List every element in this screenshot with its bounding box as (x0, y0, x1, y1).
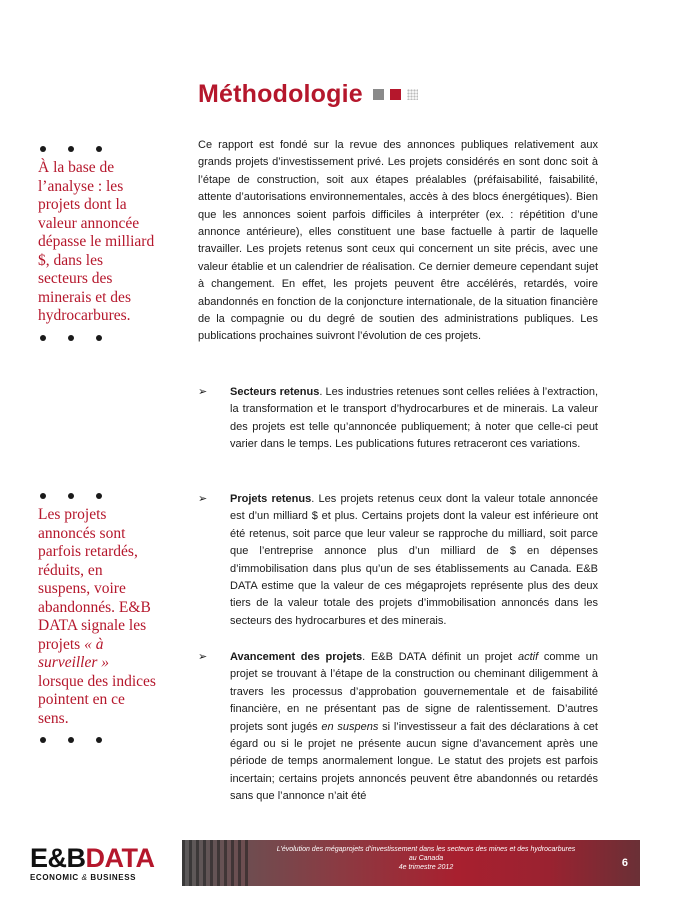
bullet-avancement-projets (198, 649, 598, 806)
dotted-square-icon (407, 89, 418, 100)
arrow-bullet-icon: ➢ (198, 386, 208, 398)
bullet-dot-icon (40, 493, 46, 499)
sidebar-callout-1 (38, 143, 156, 344)
page-number: 6 (621, 857, 628, 869)
eb-data-logo: E&BDATA ECONOMIC & BUSINESS (30, 843, 155, 882)
bullet-secteurs-retenus (198, 384, 598, 454)
footer-banner (182, 840, 640, 886)
callout-emphasis: « à surveiller » (38, 635, 110, 671)
bullet-dot-icon (68, 737, 74, 743)
dots-divider-top (38, 143, 156, 155)
red-square-icon (390, 89, 401, 100)
bullet-dot-icon (40, 335, 46, 341)
arrow-bullet-icon: ➢ (198, 493, 208, 505)
intro-paragraph: Ce rapport est fondé sur la revue des annonces publiques relativement aux grands projets d’investissement privé. Les projets considérés en sont donc soit à l’étape de construction, soit aux étapes préalables (préfaisabilité, faisabilité, attente d’autorisations environnementales, accès à des blocs énergétiques). Bien que les annonces soient parfois difficiles à interpréter (ex. : répétition d’une annonce antérieure), elles constituent une base factuelle à partir de laquelle travailler. Les projets retenus sont ceux qui concernent un site précis, avec une valeur établie et un calendrier de réalisation. Ce dernier demeure cependant sujet à changement. En effet, les projets peuvent être accélérés, retardés, voire abandonnés en fonction de la conjoncture internationale, de la situation financière de la compagnie ou du degré de soutien des administrations publiques. Les publications prochaines suivront l’évolution de ces projets. (198, 139, 598, 343)
bullet-dot-icon (68, 146, 74, 152)
bullet-text: Avancement des projets. E&B DATA définit un projet actif comme un projet se trouvant à l’étape de la construction ou cheminant diligemment à travers les processus d’approbation gouvernementale et de faisabilité financière, en ne présentant pas de signe de ralentissement. D’autres projets sont jugés en suspens si l’investisseur a fait des déclarations à cet égard ou si le projet ne présente aucun signe d’avancement après une période de temps anormalement longue. Le statut des projets est parfois incertain; certains projets annoncés peuvent être abandonnés ou retardés sans que l’annonce n’ait été (230, 651, 598, 803)
bullet-projets-retenus (198, 491, 598, 630)
bullet-dot-icon (96, 737, 102, 743)
sidebar-callout-2 (38, 490, 156, 746)
bullet-text: Projets retenus. Les projets retenus ceux dont la valeur totale annoncée est d’un milliard $ et plus. Certains projets dont la valeur est inférieure ont été retenus, soit parce que leur valeur se rapproche du milliard, soit parce que l’entreprise annonce plus d’un milliard de $ en dépenses d’immobilisation dans plus qu’un de ses établissements au Canada. E&B DATA estime que la valeur de ces mégaprojets représente plus des deux tiers de la valeur totale des projets d’immobilisation annoncés dans les secteurs des hydrocarbures et des minerais. (230, 493, 598, 627)
bullet-dot-icon (40, 146, 46, 152)
bullet-dot-icon (68, 493, 74, 499)
callout-text-2: Les projets annoncés sont parfois retardés, réduits, en suspens, voire abandonnés. E&B DATA signale les projets « à surveiller » lorsque des indices pointent en ce sens. (38, 506, 156, 727)
gray-square-icon (373, 89, 384, 100)
dots-divider-top (38, 490, 156, 502)
bullet-text: Secteurs retenus. Les industries retenues sont celles reliées à l’extraction, la transformation et le transport d’hydrocarbures et de minerais. La valeur des projets est telle qu’annoncée publiquement; à noter que celle-ci peut varier dans le temps. Les publications futures retraceront ces variations. (230, 386, 598, 451)
page-title-group (198, 80, 418, 109)
dots-divider-bottom (38, 332, 156, 344)
dots-divider-bottom (38, 734, 156, 746)
bullet-dot-icon (96, 146, 102, 152)
arrow-bullet-icon: ➢ (198, 651, 208, 663)
bullet-dot-icon (40, 737, 46, 743)
page-footer (30, 838, 640, 888)
bullet-dot-icon (96, 493, 102, 499)
bullet-dot-icon (96, 335, 102, 341)
callout-text-1: À la base de l’analyse : les projets dont la valeur annoncée dépasse le milliard $, dans les secteurs des minerais et des hydrocarbures. (38, 159, 155, 324)
banner-caption: L’évolution des mégaprojets d’investissement dans les secteurs des mines et des hydrocarbures au Canada 4e trimestre 2012 (276, 846, 576, 871)
bullet-dot-icon (68, 335, 74, 341)
page-title: Méthodologie (198, 80, 363, 108)
